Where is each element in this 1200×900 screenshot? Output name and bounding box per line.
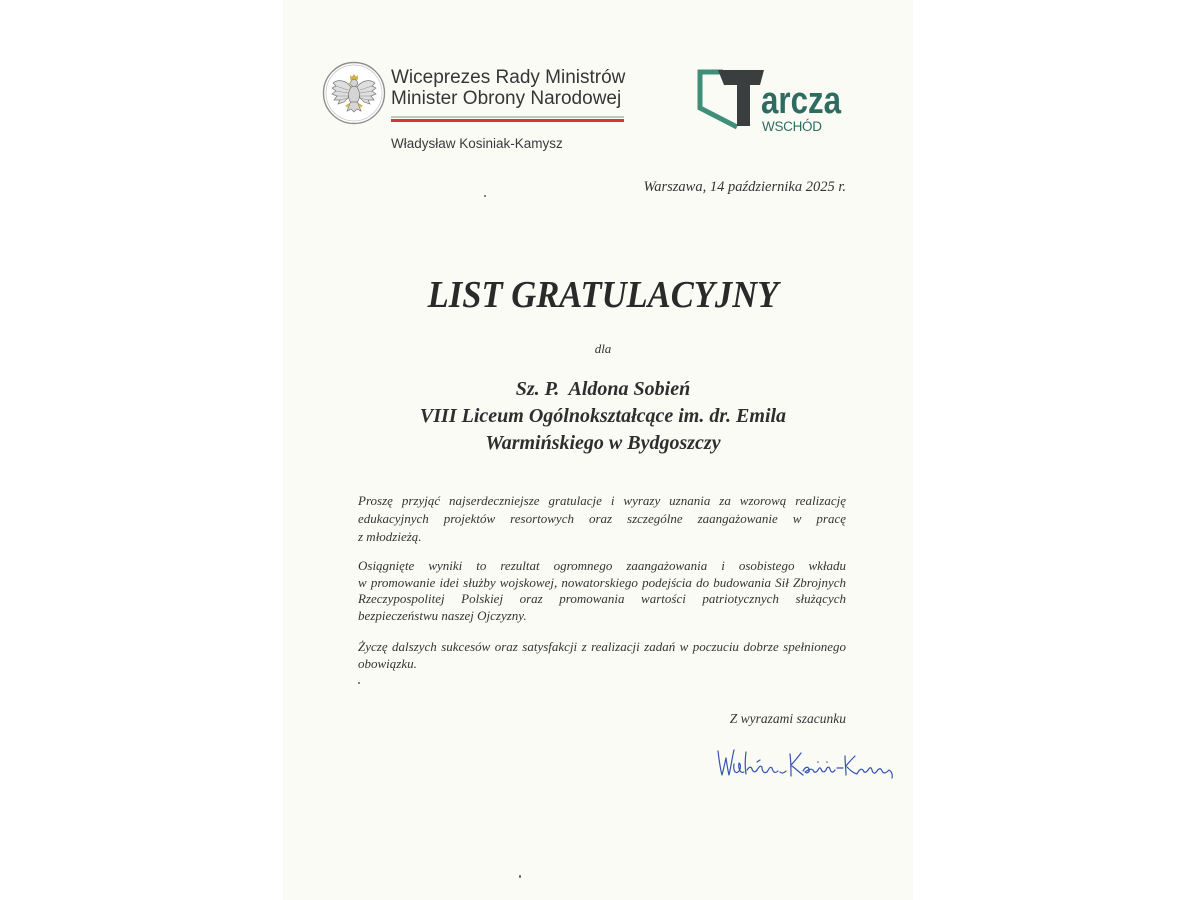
body-line: z młodzieżą. (358, 529, 422, 544)
tarcza-shield-icon (700, 70, 764, 127)
shield-letter-t-stem (737, 78, 750, 126)
flag-stripe-gray (391, 116, 624, 118)
signature-stroke (718, 750, 892, 778)
tarcza-wschod-logo (696, 66, 846, 136)
body-paragraph-1 (358, 492, 846, 546)
place-date: Warszawa, 14 października 2025 r. (643, 179, 846, 195)
white-eagle-emblem-icon (321, 60, 387, 126)
scan-speck (358, 682, 360, 684)
body-line: bezpieczeństwu naszej Ojczyzny. (358, 607, 527, 623)
body-paragraph-2 (358, 558, 846, 624)
recipient-block (303, 376, 903, 457)
body-line: Rzeczypospolitej Polskiej oraz promowania wartości patriotycznych służących (358, 591, 846, 606)
flag-stripe-red (391, 119, 624, 122)
body-line: Proszę przyjąć najserdeczniejsze gratulacje i wyrazy uznania za wzorową realizację (358, 493, 846, 508)
logo-word: arcza (761, 80, 842, 122)
recipient-institution-line-2: Warmińskiego w Bydgoszczy (485, 432, 721, 454)
for-label: dla (594, 341, 612, 356)
scan-speck (484, 195, 486, 197)
body-line: obowiązku. (358, 655, 417, 671)
letter-title: LIST GRATULACYJNY (427, 274, 779, 316)
recipient-name: Sz. P. Aldona Sobień (515, 378, 691, 400)
body-line: Osiągnięte wyniki to rezultat ogromnego zaangażowania i osobistego wkładu (358, 558, 846, 573)
body-line: edukacyjnych projektów resortowych oraz szczególne zaangażowanie w pracę (358, 511, 846, 526)
logo-subword: WSCHÓD (762, 119, 822, 134)
body-line: w promowanie idei służby wojskowej, nowatorskiego podejścia do budowania Sił Zbrojnych (358, 574, 846, 590)
handwritten-signature-icon (714, 744, 896, 784)
body-paragraph-3 (358, 639, 846, 672)
recipient-institution-line-1: VIII Liceum Ogólnokształcące im. dr. Emila (419, 405, 787, 427)
office-line-1: Wiceprezes Rady Ministrów (391, 67, 626, 88)
closing-phrase: Z wyrazami szacunku (729, 711, 846, 726)
minister-name: Władysław Kosiniak-Kamysz (391, 136, 563, 151)
body-line: Życzę dalszych sukcesów oraz satysfakcji z realizacji zadań w poczuciu dobrze spełnionego (358, 639, 846, 654)
office-title (391, 67, 625, 109)
office-line-2: Minister Obrony Narodowej (391, 88, 622, 109)
scan-speck (519, 875, 521, 878)
